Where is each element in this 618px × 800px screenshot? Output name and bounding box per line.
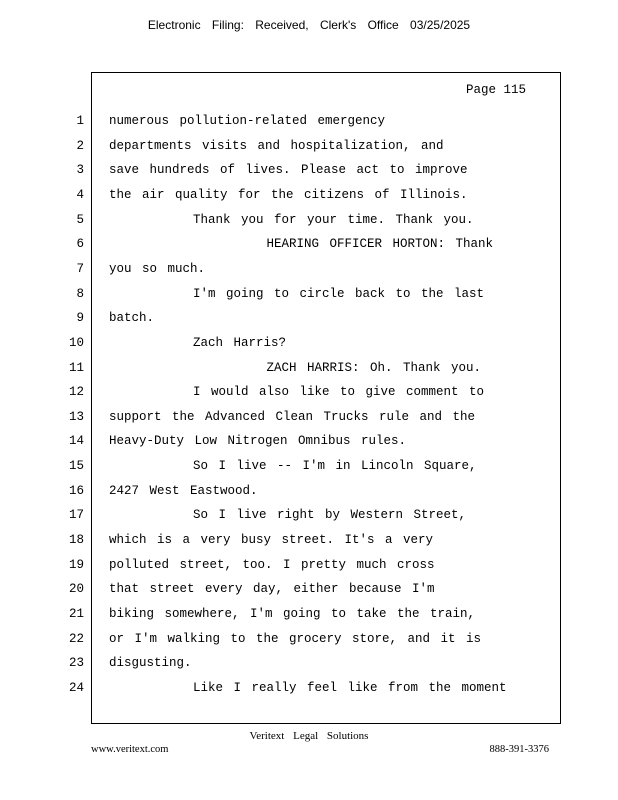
line-number: 14 bbox=[68, 434, 84, 449]
line-number: 13 bbox=[68, 409, 84, 424]
transcript-line: Heavy-Duty Low Nitrogen Omnibus rules. bbox=[109, 434, 407, 449]
transcript-line: 2427 West Eastwood. bbox=[109, 483, 258, 498]
page-number: Page 115 bbox=[465, 83, 526, 97]
footer-company: Veritext Legal Solutions bbox=[249, 730, 369, 742]
line-number: 1 bbox=[76, 114, 84, 128]
transcript-line: I would also like to give comment to bbox=[109, 385, 485, 400]
transcript-line: departments visits and hospitalization, and bbox=[109, 138, 444, 153]
line-number: 7 bbox=[76, 261, 84, 276]
line-number: 5 bbox=[76, 212, 84, 227]
line-number: 24 bbox=[68, 680, 84, 695]
line-number: 15 bbox=[68, 459, 84, 474]
line-number: 22 bbox=[68, 631, 84, 646]
transcript-line: or I'm walking to the grocery store, and it is bbox=[109, 631, 482, 646]
transcript-line: the air quality for the citizens of Illinois. bbox=[109, 187, 468, 202]
transcript-line: that street every day, either because I'm bbox=[109, 582, 435, 597]
line-number: 8 bbox=[76, 286, 84, 301]
line-number: 12 bbox=[68, 385, 84, 400]
line-number: 16 bbox=[68, 483, 84, 498]
transcript-line: which is a very busy street. It's a very bbox=[109, 533, 434, 547]
transcript-line: Thank you for your time. Thank you. bbox=[109, 212, 474, 227]
transcript-line: HEARING OFFICER HORTON: Thank bbox=[109, 237, 494, 252]
transcript-line: numerous pollution-related emergency bbox=[109, 114, 386, 128]
transcript-line: save hundreds of lives. Please act to improve bbox=[109, 163, 468, 178]
line-number: 9 bbox=[76, 311, 84, 326]
filing-stamp-header: Electronic Filing: Received, Clerk's Office 03/25/2025 bbox=[147, 18, 471, 32]
line-number: 20 bbox=[68, 582, 84, 597]
transcript-line: biking somewhere, I'm going to take the train, bbox=[109, 607, 476, 621]
transcript-line: support the Advanced Clean Trucks rule and the bbox=[109, 409, 476, 424]
transcript-line: disgusting. bbox=[109, 656, 192, 671]
line-number: 23 bbox=[68, 656, 84, 671]
line-number: 6 bbox=[76, 237, 84, 252]
transcript-line: ZACH HARRIS: Oh. Thank you. bbox=[109, 360, 482, 375]
line-number: 19 bbox=[68, 557, 84, 572]
transcript-line: So I live -- I'm in Lincoln Square, bbox=[109, 459, 477, 474]
line-number: 10 bbox=[68, 335, 84, 350]
transcript-line: Zach Harris? bbox=[109, 335, 287, 350]
transcript-line: polluted street, too. I pretty much cross bbox=[109, 557, 435, 572]
line-number: 17 bbox=[68, 508, 84, 523]
line-number: 2 bbox=[76, 138, 84, 153]
line-number: 4 bbox=[76, 187, 84, 202]
footer-phone: 888-391-3376 bbox=[489, 744, 549, 755]
footer-website: www.veritext.com bbox=[91, 744, 169, 755]
transcript-line: Like I really feel like from the moment bbox=[109, 680, 507, 695]
transcript-line: batch. bbox=[109, 311, 155, 326]
line-number: 11 bbox=[68, 360, 84, 375]
transcript-line: you so much. bbox=[109, 261, 206, 276]
transcript-line: So I live right by Western Street, bbox=[109, 508, 467, 523]
line-number: 21 bbox=[68, 607, 84, 621]
line-number: 3 bbox=[76, 163, 84, 178]
line-number: 18 bbox=[68, 533, 84, 547]
transcript-line: I'm going to circle back to the last bbox=[109, 286, 485, 301]
